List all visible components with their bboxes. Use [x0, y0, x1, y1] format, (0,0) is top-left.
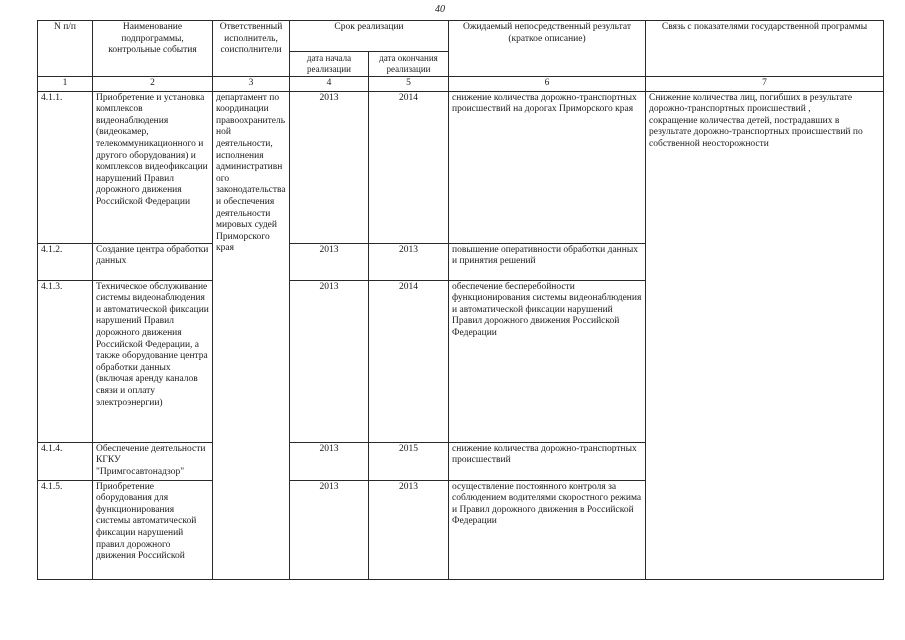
column-number: 3	[213, 77, 290, 92]
row-result: повышение оперативности обработки данных и принятия решений	[449, 243, 646, 280]
row-result: снижение количества дорожно-транспортных происшествий на дорогах Приморского края	[449, 91, 646, 243]
row-name: Создание центра обработки данных	[93, 243, 213, 280]
row-name: Приобретение оборудования для функционирования системы автоматической фиксации нарушений правил дорожного движения Российской	[93, 480, 213, 579]
header-period-end: дата окончания реализации	[369, 52, 449, 77]
row-start-date: 2013	[290, 91, 369, 243]
row-result: обеспечение бесперебойности функционирования системы видеонаблюдения и автоматической фиксации нарушений Правил дорожного движения Российской Федерации	[449, 280, 646, 442]
row-start-date: 2013	[290, 243, 369, 280]
row-name: Приобретение и установка комплексов видеонаблюдения (видеокамер, телекоммуникационного и другого оборудования) и комплексов видеофиксации нарушений Правил дорожного движения Российской Федерации	[93, 91, 213, 243]
row-name: Обеспечение деятельности КГКУ "Примгосавтонадзор"	[93, 442, 213, 480]
row-num: 4.1.3.	[38, 280, 93, 442]
program-events-table	[37, 20, 884, 580]
column-number: 5	[369, 77, 449, 92]
row-start-date: 2013	[290, 442, 369, 480]
header-link: Связь с показателями государственной программы	[646, 21, 884, 77]
header-result: Ожидаемый непосредственный результат (краткое описание)	[449, 21, 646, 77]
header-responsible: Ответственный исполнитель, соисполнители	[213, 21, 290, 77]
row-name: Техническое обслуживание системы видеонаблюдения и автоматической фиксации нарушений Правил дорожного движения Российской Федерации, а также оборудование центра обработки данных (включая аренду каналов связи и оплату электроэнергии)	[93, 280, 213, 442]
column-number: 2	[93, 77, 213, 92]
row-end-date: 2014	[369, 91, 449, 243]
header-period-start: дата начала реализации	[290, 52, 369, 77]
row-num: 4.1.1.	[38, 91, 93, 243]
row-end-date: 2014	[369, 280, 449, 442]
header-row	[38, 21, 884, 52]
header-name: Наименование подпрограммы, контрольные события	[93, 21, 213, 77]
row-result: снижение количества дорожно-транспортных происшествий	[449, 442, 646, 480]
header-num: N п/п	[38, 21, 93, 77]
row-result: осуществление постоянного контроля за соблюдением водителями скоростного режима и Правил дорожного движения в Российской Федерации	[449, 480, 646, 579]
header-period: Срок реализации	[290, 21, 449, 52]
row-start-date: 2013	[290, 280, 369, 442]
page-number: 40	[435, 4, 445, 15]
row-end-date: 2015	[369, 442, 449, 480]
column-number: 4	[290, 77, 369, 92]
row-num: 4.1.2.	[38, 243, 93, 280]
responsible-executor: департамент по координации правоохранительной деятельности, исполнения административного законодательства и обеспечения деятельности мировых судей Приморского края	[213, 91, 290, 579]
row-end-date: 2013	[369, 480, 449, 579]
column-number: 6	[449, 77, 646, 92]
row-end-date: 2013	[369, 243, 449, 280]
row-num: 4.1.5.	[38, 480, 93, 579]
column-number: 1	[38, 77, 93, 92]
column-number: 7	[646, 77, 884, 92]
row-start-date: 2013	[290, 480, 369, 579]
program-indicators-link: Снижение количества лиц, погибших в результате дорожно-транспортных происшествий , сокращение количества детей, пострадавших в результате дорожно-транспортных происшествий по собственной неосторожности	[646, 91, 884, 579]
column-numbers-row	[38, 77, 884, 92]
table-row	[38, 91, 884, 243]
row-num: 4.1.4.	[38, 442, 93, 480]
